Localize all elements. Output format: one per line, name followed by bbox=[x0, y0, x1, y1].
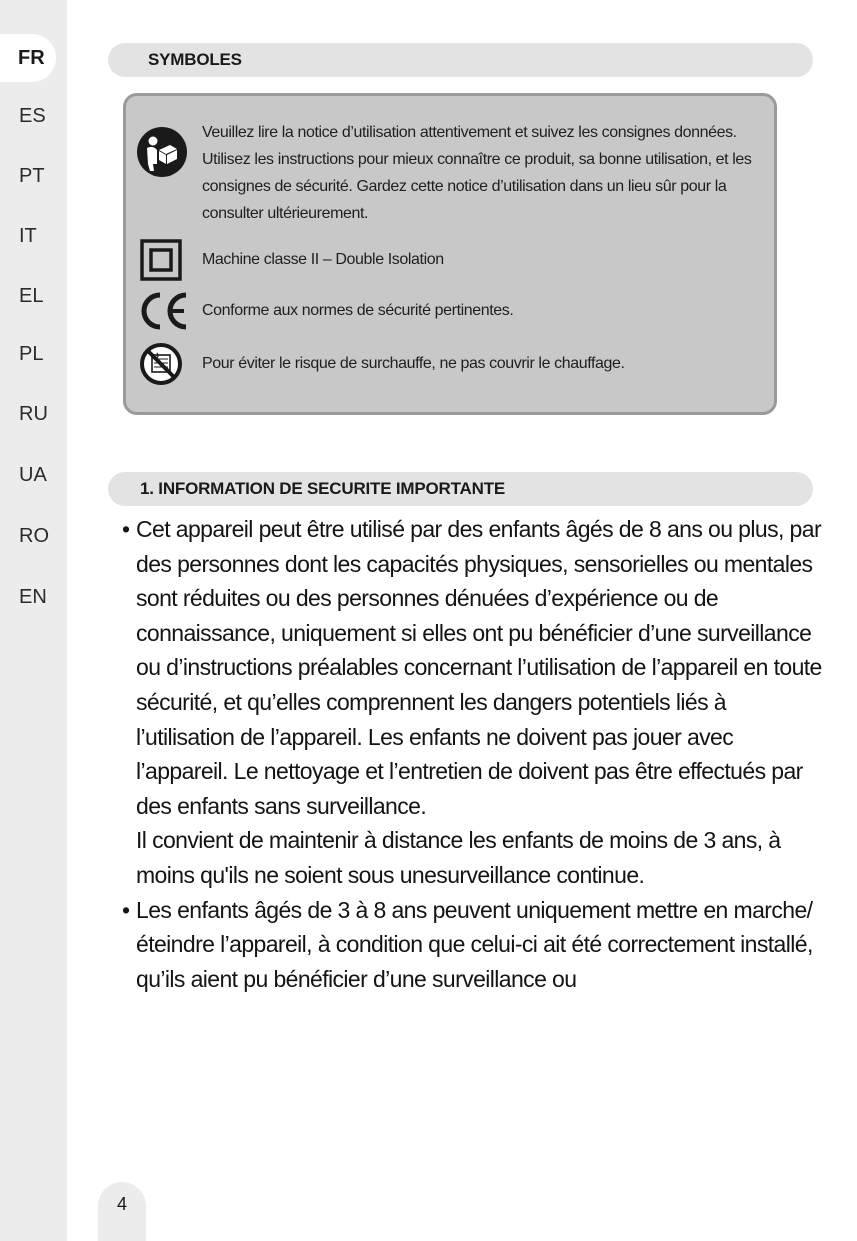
section-title: 1. INFORMATION DE SECURITE IMPORTANTE bbox=[140, 479, 506, 498]
language-tab-ro[interactable]: RO bbox=[19, 525, 49, 547]
language-tab-el[interactable]: EL bbox=[19, 285, 44, 307]
language-tab-pl[interactable]: PL bbox=[19, 343, 44, 365]
language-sidebar bbox=[0, 0, 67, 1241]
double-insulation-icon bbox=[140, 239, 182, 281]
language-tab-active[interactable]: FR bbox=[0, 34, 56, 82]
bullet-item bbox=[122, 512, 822, 893]
page-number-label: 4 bbox=[116, 1194, 127, 1214]
bullet-marker: • bbox=[122, 896, 130, 923]
bullet-paragraph: Les enfants âgés de 3 à 8 ans peuvent uniquement mettre en marche/éteindre l’appareil, à condition que celui-ci ait été correctement installé, qu’ils aient pu bénéficier d’une surveillance ou bbox=[136, 896, 813, 992]
language-tab-es[interactable]: ES bbox=[19, 105, 46, 127]
symbol-text: Conforme aux normes de sécurité pertinentes. bbox=[202, 302, 514, 319]
safety-instructions bbox=[122, 512, 822, 996]
bullet-paragraph: Il convient de maintenir à distance les enfants de moins de 3 ans, à moins qu'ils ne soient sous unesurveillance continue. bbox=[136, 827, 781, 888]
language-tab-ru[interactable]: RU bbox=[19, 403, 48, 425]
page-number bbox=[98, 1182, 146, 1241]
bullet-item bbox=[122, 893, 822, 997]
manual-icon bbox=[136, 126, 188, 178]
do-not-cover-icon bbox=[139, 342, 183, 386]
bullet-paragraph: Cet appareil peut être utilisé par des enfants âgés de 8 ans ou plus, par des personnes dont les capacités physiques, sensorielles ou mentales sont réduites ou des personnes dénuées d’expérience ou de connaissance, uniquement si elles ont pu bénéficier d’une surveillance ou d’instructions préalables concernant l’utilisation de l’appareil en toute sécurité, et qu’elles comprennent les dangers potentiels liés à l’utilisation de l’appareil. Les enfants ne doivent pas jouer avec l’appareil. Le nettoyage et l’entretien de doivent pas être effectués par des enfants sans surveillance. bbox=[136, 516, 822, 819]
language-tab-pt[interactable]: PT bbox=[19, 165, 45, 187]
symbol-text: Pour éviter le risque de surchauffe, ne pas couvrir le chauffage. bbox=[202, 355, 625, 372]
language-tab-ua[interactable]: UA bbox=[19, 464, 47, 486]
section-header-safety bbox=[108, 472, 813, 506]
language-tab-it[interactable]: IT bbox=[19, 225, 37, 247]
language-tab-en[interactable]: EN bbox=[19, 586, 47, 608]
section-title: SYMBOLES bbox=[148, 50, 242, 69]
symbol-text: Veuillez lire la notice d’utilisation attentivement et suivez les consignes données. Utilisez les instructions pour mieux connaître ce produit, sa bonne utilisation, et les consignes de sécurité. Gardez cette notice d’utilisation dans un lieu sûr pour la consulter ultérieurement. bbox=[202, 124, 752, 222]
symbol-text: Machine classe II – Double Isolation bbox=[202, 251, 444, 268]
bullet-marker: • bbox=[122, 516, 130, 542]
ce-mark-icon bbox=[138, 292, 190, 330]
section-header-symbols bbox=[108, 43, 813, 77]
symbols-panel bbox=[123, 93, 777, 415]
